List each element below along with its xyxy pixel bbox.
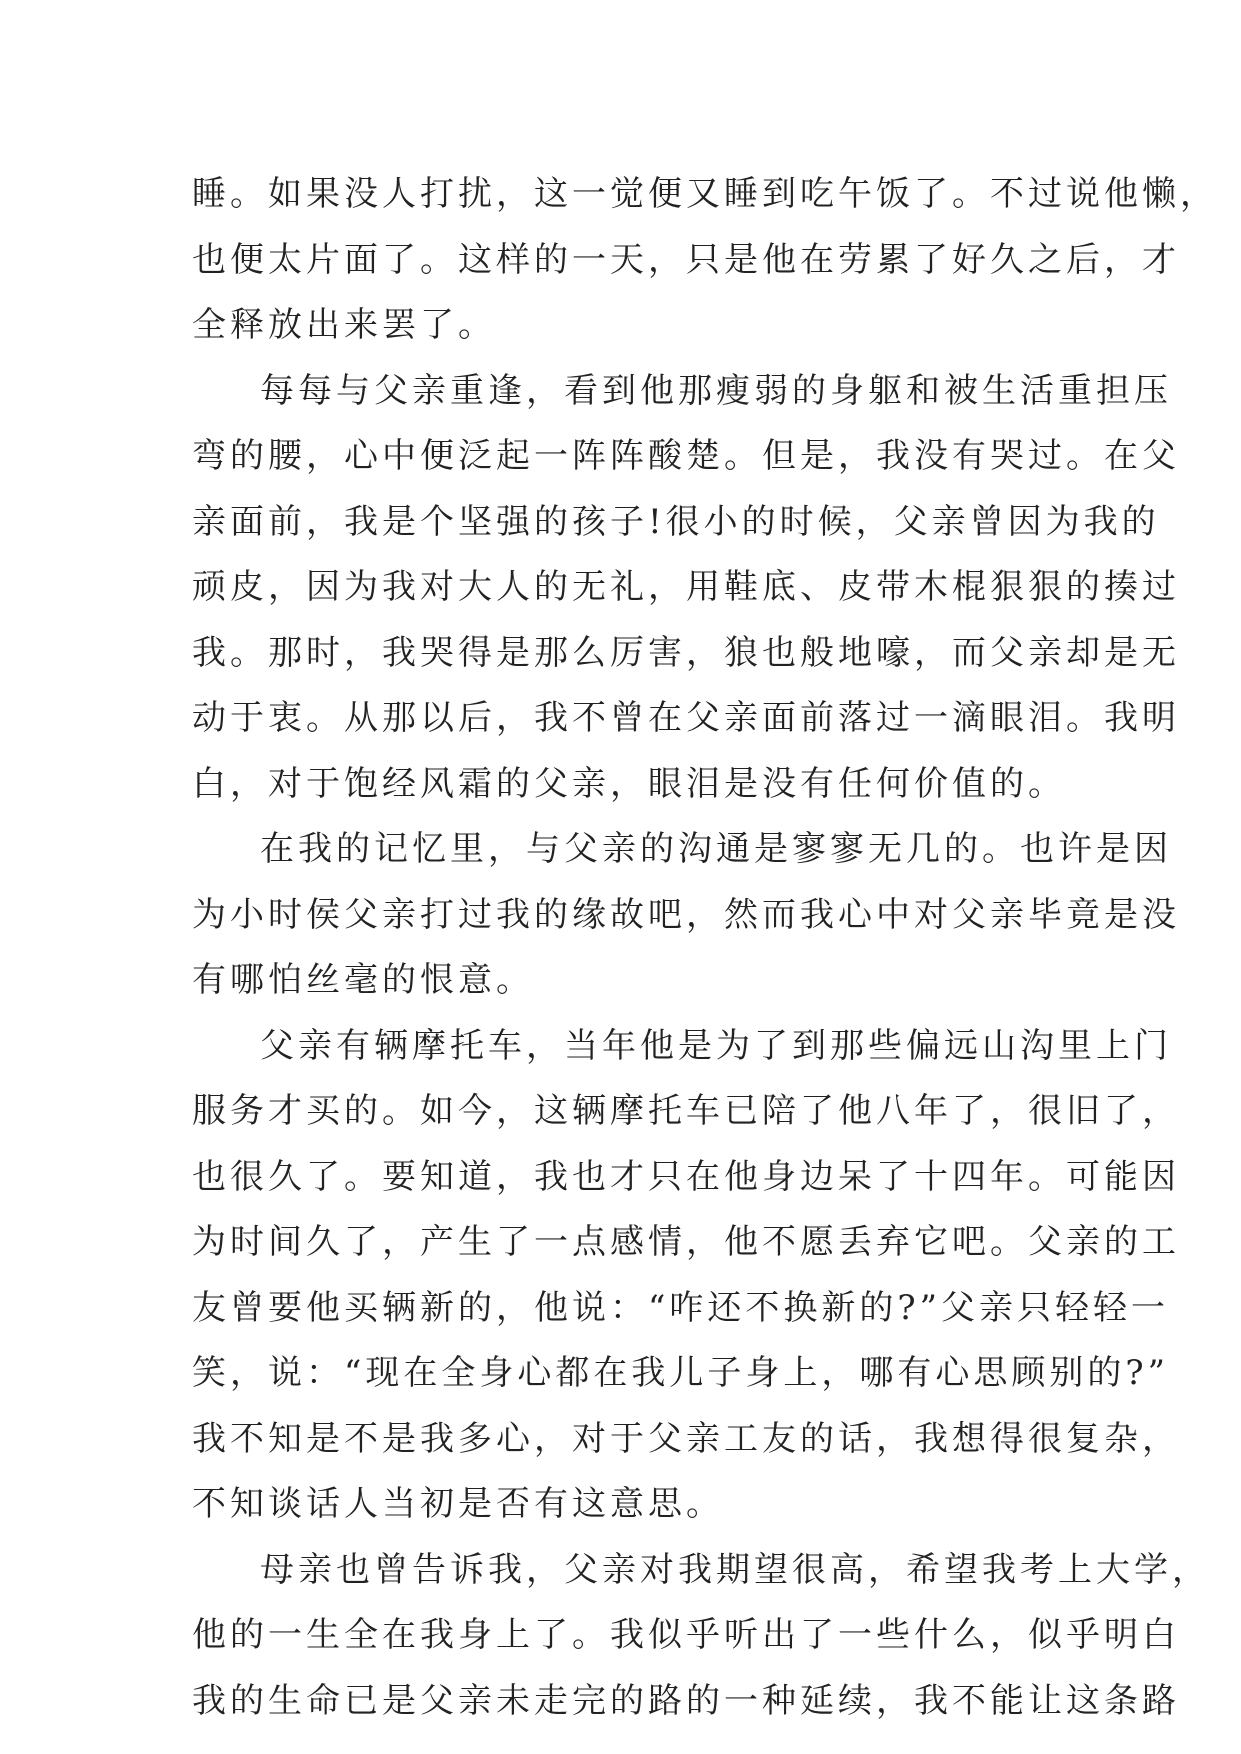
paragraph-2-line-2: 弯的腰，心中便泛起一阵阵酸楚。但是，我没有哭过。在父 (192, 436, 1180, 476)
paragraph-4-line-4: 为时间久了，产生了一点感情，他不愿丢弃它吧。父亲的工 (192, 1222, 1180, 1262)
paragraph-2-line-3: 亲面前，我是个坚强的孩子!很小的时候，父亲曾因为我的 (192, 501, 1160, 542)
paragraph-2-line-5: 我。那时，我哭得是那么厉害，狼也般地嚎，而父亲却是无 (192, 632, 1180, 673)
paragraph-4-line-2: 服务才买的。如今，这辆摩托车已陪了他八年了，很旧了， (192, 1091, 1180, 1131)
paragraph-1-line-3: 全释放出来罢了。 (192, 305, 496, 345)
paragraph-1-line-1: 睡。如果没人打扰，这一觉便又睡到吃午饭了。不过说他懒， (192, 174, 1218, 214)
paragraph-2-line-6: 动于衷。从那以后，我不曾在父亲面前落过一滴眼泪。我明 (192, 698, 1180, 738)
paragraph-4-line-7: 我不知是不是我多心，对于父亲工友的话，我想得很复杂， (192, 1418, 1180, 1459)
paragraph-4-line-1: 父亲有辆摩托车，当年他是为了到那些偏远山沟里上门 (260, 1025, 1172, 1066)
paragraph-2-line-1: 每每与父亲重逢，看到他那瘦弱的身躯和被生活重担压 (260, 370, 1172, 411)
paragraph-3-line-1: 在我的记忆里，与父亲的沟通是寥寥无几的。也许是因 (260, 829, 1172, 869)
paragraph-3-line-3: 有哪怕丝毫的恨意。 (192, 960, 534, 1000)
paragraph-5-line-1: 母亲也曾告诉我，父亲对我期望很高，希望我考上大学， (260, 1549, 1210, 1590)
paragraph-2-line-4: 顽皮，因为我对大人的无礼，用鞋底、皮带木棍狠狠的揍过 (192, 567, 1180, 607)
paragraph-2-line-7: 白，对于饱经风霜的父亲，眼泪是没有任何价值的。 (192, 763, 1066, 804)
document-body (192, 162, 1218, 1734)
paragraph-5-line-2: 他的一生全在我身上了。我似乎听出了一些什么，似乎明白 (192, 1615, 1180, 1655)
paragraph-4-line-5: 友曾要他买辆新的，他说：“咋还不换新的?”父亲只轻轻一 (192, 1287, 1169, 1328)
paragraph-4-line-8: 不知谈话人当初是否有这意思。 (192, 1484, 724, 1524)
paragraph-1-line-2: 也便太片面了。这样的一天，只是他在劳累了好久之后，才 (192, 239, 1180, 280)
paragraph-5-line-3: 我的生命已是父亲未走完的路的一种延续，我不能让这条路 (192, 1680, 1180, 1721)
paragraph-3-line-2: 为小时侯父亲打过我的缘故吧，然而我心中对父亲毕竟是没 (192, 894, 1180, 935)
paragraph-4-line-3: 也很久了。要知道，我也才只在他身边呆了十四年。可能因 (192, 1156, 1180, 1197)
paragraph-4-line-6: 笑，说：“现在全身心都在我儿子身上，哪有心思顾别的?” (192, 1353, 1169, 1393)
